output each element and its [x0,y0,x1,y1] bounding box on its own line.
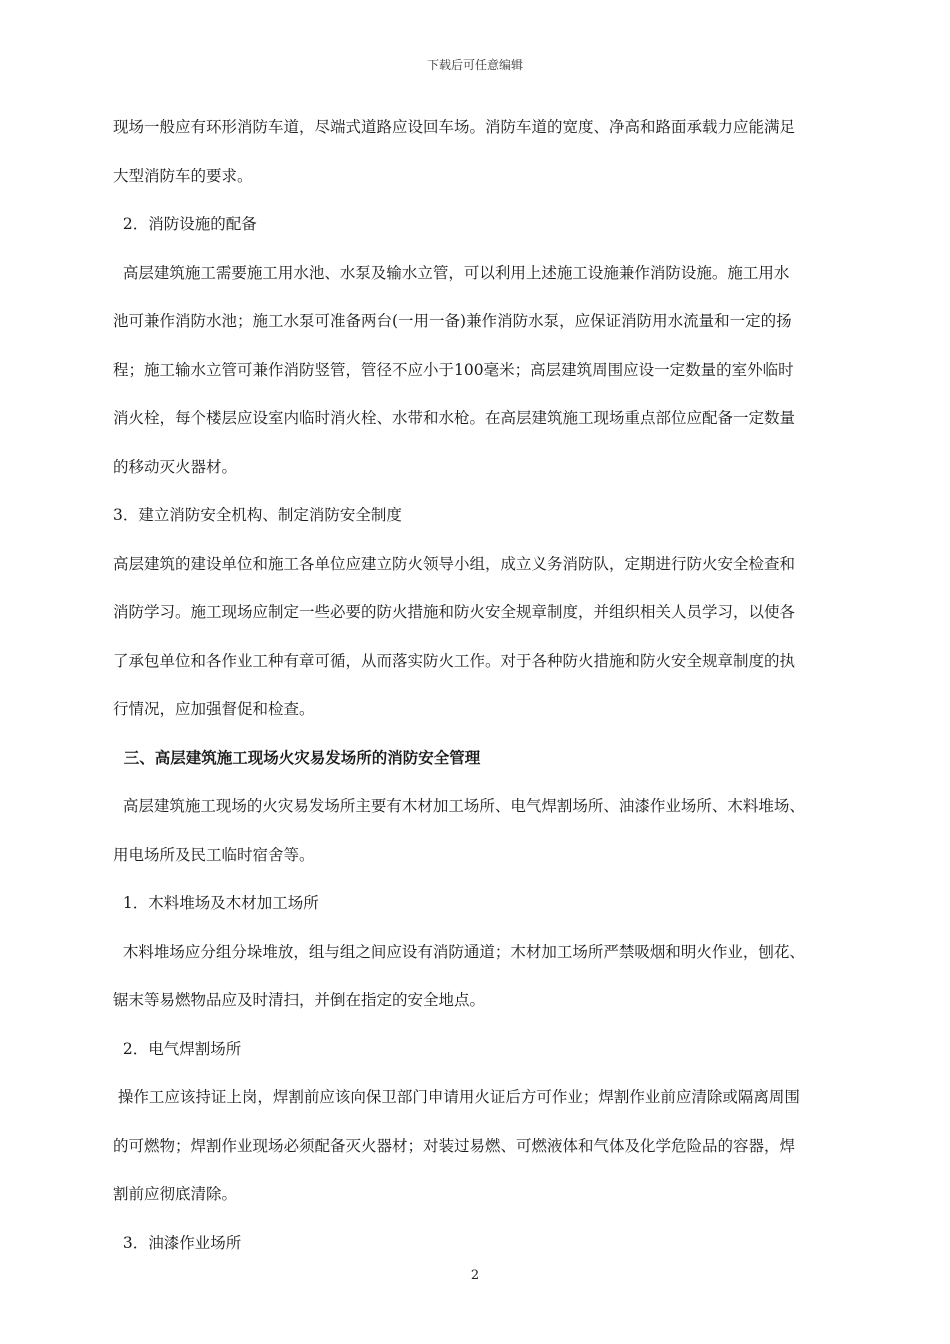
document-body [113,103,863,1267]
section-heading: 三、高层建筑施工现场火灾易发场所的消防安全管理 [113,747,481,767]
text-line: 割前应彻底清除。 [113,1185,238,1203]
text-line: 程；施工输水立管可兼作消防竖管，管径不应小于100毫米；高层建筑周围应设一定数量的室外临时 [113,360,794,379]
text-line: 操作工应该持证上岗，焊割前应该向保卫部门申请用火证后方可作业；焊割作业前应清除或隔离周围 [113,1088,800,1106]
section-subheading: 3．油漆作业场所 [113,1233,242,1252]
text-line: 行情况，应加强督促和检查。 [113,700,315,718]
text-line: 锯末等易燃物品应及时清扫，并倒在指定的安全地点。 [113,991,486,1009]
page-header: 下载后可任意编辑 [426,58,523,72]
text-line: 的移动灭火器材。 [113,457,238,476]
text-line: 消防学习。施工现场应制定一些必要的防火措施和防火安全规章制度，并组织相关人员学习，以使各 [113,603,796,621]
section-subheading: 1．木料堆场及木材加工场所 [113,894,319,912]
section-subheading: 2．电气焊割场所 [113,1039,242,1058]
section-subheading: 2．消防设施的配备 [113,215,257,233]
text-line: 池可兼作消防水池；施工水泵可准备两台(一用一备)兼作消防水泵，应保证消防用水流量和一定的扬 [113,312,792,330]
text-line: 木料堆场应分组分垛堆放，组与组之间应设有消防通道；木材加工场所严禁吸烟和明火作业，刨花、 [113,942,805,961]
section-subheading: 3．建立消防安全机构、制定消防安全制度 [113,506,402,524]
text-line: 高层建筑施工现场的火灾易发场所主要有木材加工场所、电气焊割场所、油漆作业场所、木料堆场、 [113,797,805,815]
text-line: 高层建筑施工需要施工用水池、水泵及输水立管，可以利用上述施工设施兼作消防设施。施工用水 [113,263,790,282]
text-line: 用电场所及民工临时宿舍等。 [113,845,315,864]
text-line: 消火栓，每个楼层应设室内临时消火栓、水带和水枪。在高层建筑施工现场重点部位应配备一定数量 [113,409,796,427]
text-line: 高层建筑的建设单位和施工各单位应建立防火领导小组，成立义务消防队，定期进行防火安全检查和 [113,554,796,573]
text-line: 了承包单位和各作业工种有章可循，从而落实防火工作。对于各种防火措施和防火安全规章制度的执 [113,651,796,670]
page-number: 2 [470,1268,480,1283]
text-line: 大型消防车的要求。 [113,166,253,185]
text-line: 现场一般应有环形消防车道，尽端式道路应设回车场。消防车道的宽度、净高和路面承载力应能满足 [113,118,796,136]
text-line: 的可燃物；焊割作业现场必须配备灭火器材；对装过易燃、可燃液体和气体及化学危险品的容器，焊 [113,1136,796,1155]
